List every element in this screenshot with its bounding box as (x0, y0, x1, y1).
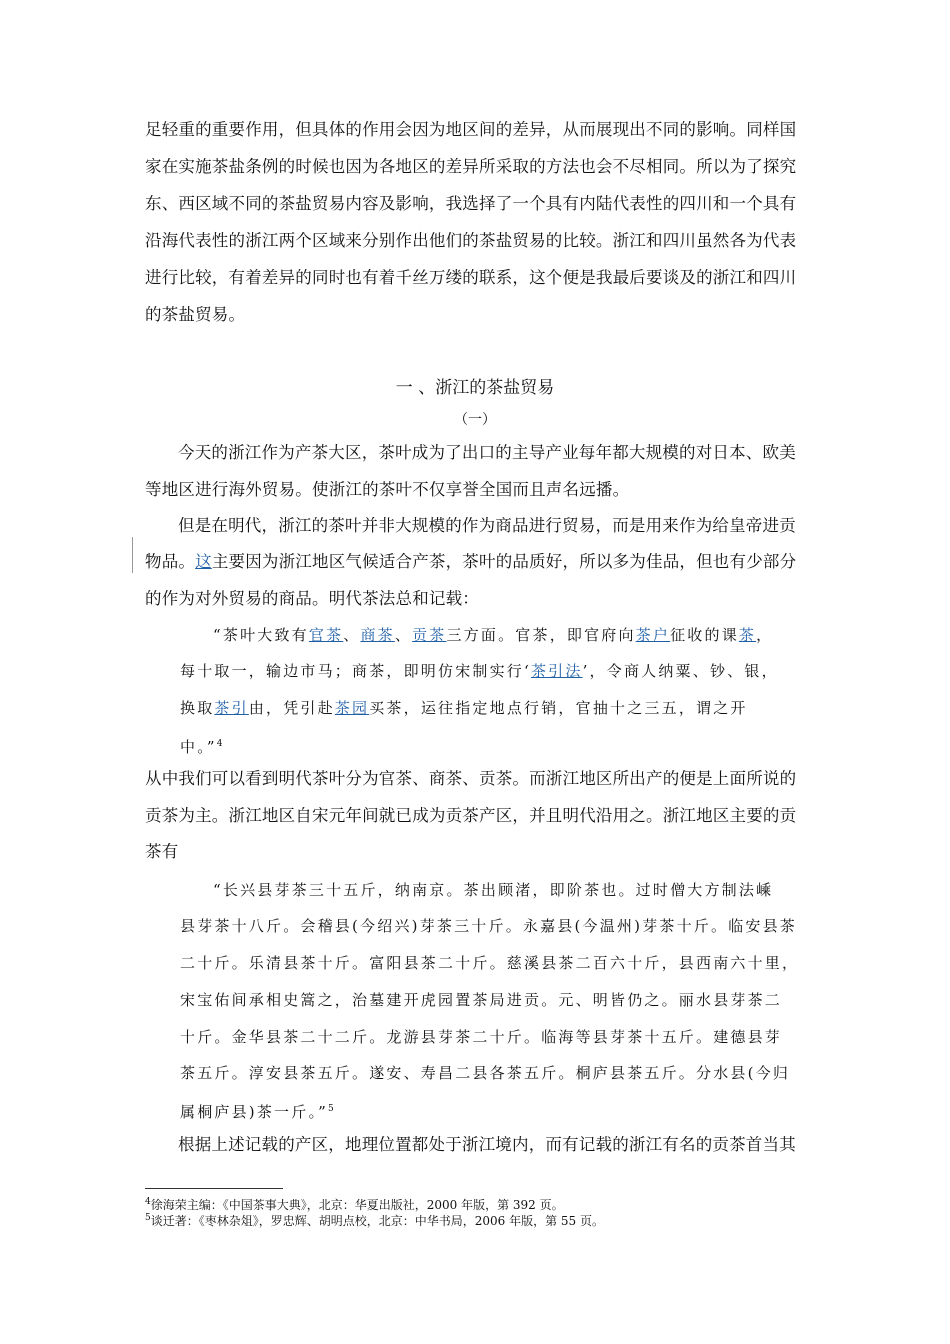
section-title: 一 、浙江的茶盐贸易 (395, 378, 555, 398)
quote-line: “茶叶大致有官茶、商茶、贡茶三方面。官茶，即官府向茶户征收的课茶， (213, 626, 774, 644)
intro-line: 东、西区域不同的茶盐贸易内容及影响，我选择了一个具有内陆代表性的四川和一个具有 (145, 194, 797, 213)
revision-marker (132, 537, 133, 573)
intro-line: 进行比较，有着差异的同时也有着千丝万缕的联系，这个便是我最后要谈及的浙江和四川 (145, 268, 797, 287)
quote-line: 县芽茶十八斤。会稽县(今绍兴)芽茶三十斤。永嘉县(今温州)芽茶十斤。临安县茶 (180, 917, 798, 935)
para-line: 贡茶为主。浙江地区自宋元年间就已成为贡茶产区，并且明代沿用之。浙江地区主要的贡 (145, 806, 797, 825)
quote-line: 茶五斤。淳安县茶五斤。遂安、寿昌二县各茶五斤。桐庐县茶五斤。分水县(今归 (180, 1064, 791, 1082)
footnote-ref[interactable]: 5 (328, 1104, 334, 1114)
quote-line: “长兴县芽茶三十五斤，纳南京。茶出顾渚，即阶茶也。过时僧大方制法嵊 (213, 881, 774, 899)
guan-cha-link[interactable]: 官茶 (308, 626, 344, 644)
para-line: 物品。这主要因为浙江地区气候适合产茶，茶叶的品质好，所以多为佳品，但也有少部分 (145, 552, 797, 571)
quote-line: 中。”$^4$ (180, 738, 223, 756)
para-line: 茶有 (145, 842, 179, 861)
quote-line: 每十取一，输边市马；商茶，即明仿宋制实行‘茶引法’，令商人纳粟、钞、银， (180, 662, 779, 680)
cha-yin-link[interactable]: 茶引 (214, 699, 249, 717)
para-line: 根据上述记载的产区，地理位置都处于浙江境内，而有记载的浙江有名的贡茶首当其 (178, 1135, 796, 1154)
quote-line: 宋宝佑间承相史篙之，治墓建开虎园置茶局进贡。元、明皆仍之。丽水县芽茶二 (180, 991, 783, 1009)
cha-yin-fa-link[interactable]: 茶引法 (530, 662, 583, 680)
quote-line: 换取茶引由，凭引赴茶园买茶，运往指定地点行销，官抽十之三五，谓之开 (180, 699, 748, 717)
cha-yuan-link[interactable]: 茶园 (334, 699, 370, 717)
quote-line: 属桐庐县)茶一斤。”$^5$ (180, 1103, 334, 1121)
quote-line: 十斤。金华县茶二十二斤。龙游县芽茶二十斤。临海等县芽茶十五斤。建德县芽 (180, 1028, 783, 1046)
text-link[interactable]: 这 (195, 552, 212, 571)
cha-link[interactable]: 茶 (738, 626, 757, 644)
para-line: 等地区进行海外贸易。使浙江的茶叶不仅享誉全国而且声名远播。 (145, 480, 630, 499)
para-line: 但是在明代，浙江的茶叶并非大规模的作为商品进行贸易，而是用来作为给皇帝进贡 (178, 516, 796, 535)
footnote-ref[interactable]: 4 (216, 739, 223, 749)
intro-line: 的茶盐贸易。 (145, 305, 246, 324)
intro-line: 家在实施茶盐条例的时候也因为各地区的差异所采取的方法也会不尽相同。所以为了探究 (145, 157, 797, 176)
para-line: 从中我们可以看到明代茶叶分为官茶、商茶、贡茶。而浙江地区所出产的便是上面所说的 (145, 769, 797, 788)
para-line: 的作为对外贸易的商品。明代茶法总和记载： (145, 589, 479, 608)
footnote: $^5$谈迁著：《枣林杂俎》，罗忠辉、胡明点校，北京：中华书局，2006 年版，第 55 页。 (145, 1213, 604, 1228)
quote-line: 二十斤。乐清县茶十斤。富阳县茶二十斤。慈溪县茶二百六十斤，县西南六十里， (180, 954, 800, 972)
footnote: $^4$徐海荣主编：《中国茶事大典》，北京：华夏出版社，2000 年版，第 392 页。 (145, 1197, 564, 1212)
shang-cha-link[interactable]: 商茶 (360, 626, 395, 644)
footnote-separator (145, 1188, 283, 1189)
intro-line: 足轻重的重要作用，但具体的作用会因为地区间的差异，从而展现出不同的影响。同样国 (145, 120, 797, 139)
cha-hu-link[interactable]: 茶户 (635, 626, 671, 644)
section-subtitle: （一） (454, 412, 496, 428)
para-line: 今天的浙江作为产茶大区，茶叶成为了出口的主导产业每年都大规模的对日本、欧美 (178, 443, 796, 462)
intro-line: 沿海代表性的浙江两个区域来分别作出他们的茶盐贸易的比较。浙江和四川虽然各为代表 (145, 231, 797, 250)
gong-cha-link[interactable]: 贡茶 (412, 626, 447, 644)
